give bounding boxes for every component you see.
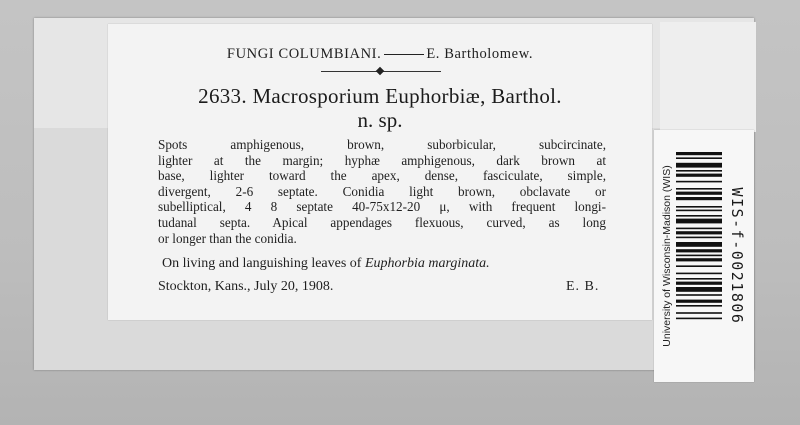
barcode-label: [654, 130, 754, 382]
barcode-bar: [676, 174, 722, 177]
barcode-bar: [676, 294, 722, 296]
barcode-bar: [676, 282, 722, 285]
collector-initials: E. B.: [566, 279, 600, 294]
barcode-bar: [676, 206, 722, 208]
description-line: subelliptical, 4 8 septate 40-75x12-20 μ, with frequent longi-: [158, 199, 606, 215]
barcode-bar: [676, 228, 722, 230]
barcode-bar: [676, 157, 722, 159]
barcode-bar: [676, 265, 722, 267]
barcode-bar: [676, 305, 722, 307]
barcode-bar: [676, 219, 722, 224]
barcode-bar: [676, 152, 722, 155]
series-author: E. Bartholomew.: [426, 46, 534, 62]
barcode-bar: [676, 255, 722, 257]
barcode-bar: [676, 231, 722, 234]
catalog-number-wrap: [724, 136, 750, 376]
host-prefix: On living and languishing leaves of: [162, 256, 365, 271]
barcode-bar: [676, 181, 722, 183]
barcode-bar: [676, 163, 722, 168]
barcode-bar: [676, 170, 722, 172]
institution-name: University of Wisconsin-Madison (WIS): [661, 165, 673, 347]
description-line: lighter at the margin; hyphæ amphigenous, dark brown at: [158, 152, 606, 168]
header-dash: [384, 54, 424, 55]
barcode-icon: [676, 152, 722, 366]
species-status: n. sp.: [357, 108, 403, 132]
ornament-divider: [321, 71, 441, 72]
description-line: or longer than the conidia.: [158, 230, 297, 246]
host-info: [162, 256, 612, 272]
barcode-bar: [676, 192, 722, 195]
barcode-bar: [676, 258, 722, 261]
description-line: Spots amphigenous, brown, suborbicular, subcircinate,: [158, 137, 606, 152]
barcode-bar: [676, 273, 722, 275]
barcode-bar: [676, 278, 722, 280]
barcode-bar: [676, 215, 722, 217]
diamond-icon: [376, 67, 384, 75]
series-header: [108, 46, 652, 63]
specimen-label: [108, 24, 652, 320]
barcode-bar: [676, 210, 722, 212]
barcode-bar: [676, 237, 722, 239]
description-line: tudanal septa. Apical appendages flexuous, curved, as long: [158, 214, 606, 230]
description-line: divergent, 2-6 septate. Conidia light brown, obclavate or: [158, 183, 606, 199]
barcode-bar: [676, 197, 722, 200]
barcode-bar: [676, 300, 722, 303]
barcode-bar: [676, 318, 722, 320]
locality-date: Stockton, Kans., July 20, 1908.: [158, 279, 334, 294]
species-description: [158, 137, 606, 246]
barcode-bar: [676, 242, 722, 247]
description-line: base, lighter toward the apex, dense, fasciculate, simple,: [158, 168, 606, 184]
host-species: Euphorbia marginata.: [364, 256, 490, 271]
catalog-number: WIS-f-0021806: [728, 187, 746, 325]
barcode-bar: [676, 312, 722, 314]
series-name: FUNGI COLUMBIANI.: [226, 46, 382, 62]
barcode-bar: [676, 287, 722, 292]
barcode-bar: [676, 188, 722, 190]
packet-flap: [660, 22, 756, 132]
institution-text-wrap: [658, 136, 676, 376]
species-title: 2633. Macrosporium Euphorbiæ, Barthol.: [198, 84, 562, 108]
barcode-bar: [676, 249, 722, 252]
